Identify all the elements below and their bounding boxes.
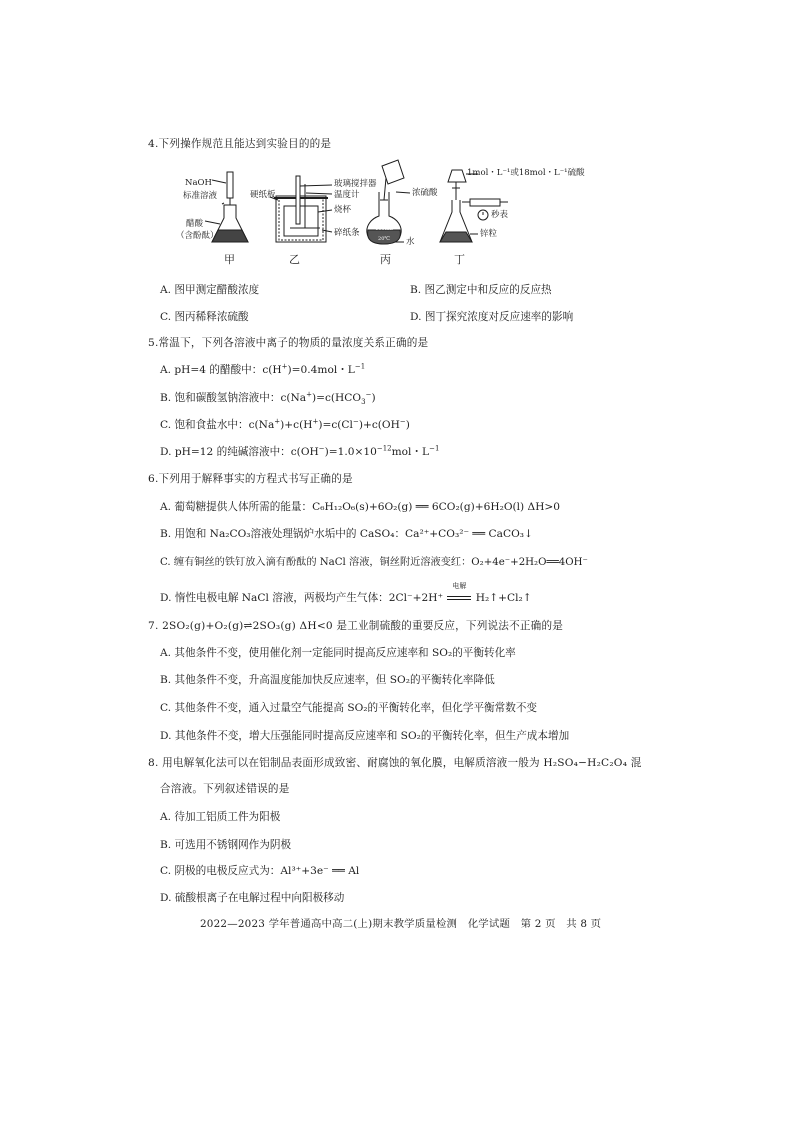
q8-stem-line2: 合溶液。下列叙述错误的是: [160, 783, 290, 795]
q5-option-d: D. pH=12 的纯碱溶液中：$c(OH^-)=1.0\times 10^{-12}mol$・$L^{-1}$: [160, 444, 440, 458]
q7-option-d: D. 其他条件不变，增大压强能同时提高反应速率和 SO₂的平衡转化率，但生产成本增加: [160, 730, 570, 742]
label-yi: 乙: [289, 253, 300, 266]
q8-option-c: C. 阴极的电极反应式为：Al³⁺+3e⁻ ══ Al: [160, 865, 360, 877]
q7-option-b: B. 其他条件不变，升高温度能加快反应速率，但 SO₂的平衡转化率降低: [160, 674, 495, 686]
thermometer-label: 温度计: [334, 190, 360, 200]
q5-option-b: B. 饱和碳酸氢钠溶液中：$c(Na^+)=c(HCO_3^-)$: [160, 390, 376, 407]
label-bing: 丙: [380, 253, 391, 266]
reaction-arrow: [447, 596, 471, 600]
phenolphthalein-label: （含酚酞）: [176, 231, 219, 241]
label-jia: 甲: [224, 253, 235, 266]
q7-stem: 7. 2SO₂(g)+O₂(g)⇌2SO₃(g) ΔH<0 是工业制硫酸的重要反应，下列说法不正确的是: [148, 620, 564, 632]
q4-option-b: B. 图乙测定中和反应的反应热: [410, 284, 552, 296]
q6-option-c: C. 缠有铜丝的铁钉放入滴有酚酞的 NaCl 溶液，铜丝附近溶液变红：O₂+4e⁻+2H₂O══4OH⁻: [160, 557, 588, 568]
naoh-label: NaOH: [185, 178, 212, 188]
q8-option-a: A. 待加工铝质工件为阳极: [160, 811, 281, 823]
paper-strips-label: 碎纸条: [334, 228, 360, 238]
q8-option-b: B. 可选用不锈钢网作为阴极: [160, 839, 292, 851]
water-label: 水: [406, 237, 415, 247]
q7-option-c: C. 其他条件不变，通入过量空气能提高 SO₂的平衡转化率，但化学平衡常数不变: [160, 702, 538, 714]
calorimeter-diagram: [270, 176, 332, 242]
q6-stem: 6.下列用于解释事实的方程式书写正确的是: [148, 473, 353, 485]
stopwatch-label: 秒表: [491, 210, 509, 220]
q6-option-a: A. 葡萄糖提供人体所需的能量：C₆H₁₂O₆(s)+6O₂(g) ══ 6CO₂(g)+6H₂O(l) ΔH>0: [160, 501, 561, 513]
conc-sulfuric-label: 浓硫酸: [412, 188, 438, 198]
cardboard-label: 硬纸板: [250, 190, 276, 200]
q5-stem: 5.常温下，下列各溶液中离子的物质的量浓度关系正确的是: [148, 337, 429, 349]
sulfuric-acid-conc-label: 1mol・L⁻¹或18mol・L⁻¹硫酸: [467, 168, 585, 178]
page-footer: 2022—2023 学年普通高中高二(上)期末教学质量检测 化学试题 第 2 页 共 8 页: [200, 918, 602, 930]
label-ding: 丁: [454, 253, 465, 266]
q5-option-c: C. 饱和食盐水中：c(Na+)+c(H+)=c(Cl−)+c(OH−): [160, 417, 410, 431]
q4-option-c: C. 图丙稀释浓硫酸: [160, 311, 249, 323]
acetic-acid-label: 醋酸: [186, 219, 204, 229]
q8-stem-line1: 8. 用电解氧化法可以在铝制品表面形成致密、耐腐蚀的氧化膜，电解质溶液一般为 H₂SO₄−H₂C₂O₄ 混: [148, 757, 642, 769]
q7-option-a: A. 其他条件不变，使用催化剂一定能同时提高反应速率和 SO₂的平衡转化率: [160, 647, 516, 659]
q4-option-d: D. 图丁探究浓度对反应速率的影响: [410, 311, 574, 323]
q6-option-b: B. 用饱和 Na₂CO₃溶液处理锅炉水垢中的 CaSO₄：Ca²⁺+CO₃²⁻ ══ CaCO₃↓: [160, 528, 533, 540]
beaker-label: 烧杯: [334, 205, 352, 215]
q4-stem: 4.下列操作规范且能达到实验目的的是: [148, 138, 332, 150]
electrolysis-condition: 电解: [452, 582, 467, 590]
q5-option-a: A. pH=4 的醋酸中：c(H+)=0.4mol・$L^{-1}$: [160, 362, 366, 376]
zinc-label: 锌粒: [480, 229, 498, 239]
q4-option-a: A. 图甲测定醋酸浓度: [160, 284, 260, 296]
stirrer-label: 玻璃搅拌器: [334, 179, 377, 189]
reaction-rate-apparatus-diagram: [440, 170, 508, 242]
naoh-standard-label: 标准溶液: [183, 191, 218, 201]
q6-option-d: D. 惰性电极电解 NaCl 溶液，两极均产生气体：2Cl⁻+2H⁺ 电解 H₂↑+Cl₂↑: [160, 582, 532, 604]
flask-volume-label: 100mL 20℃: [375, 226, 393, 242]
q8-option-d: D. 硫酸根离子在电解过程中向阳极移动: [160, 892, 345, 904]
